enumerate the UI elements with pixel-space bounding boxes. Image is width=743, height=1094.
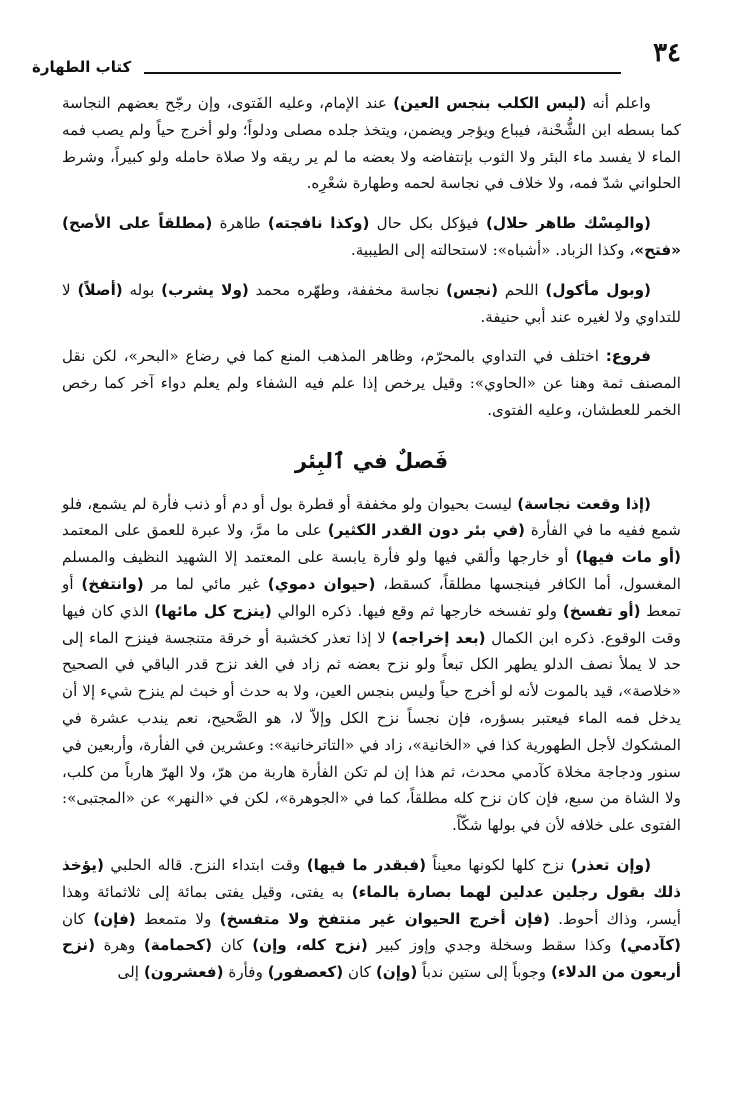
- text-run: عند الإمام، وعليه الفَتوى، وإن رجّح بعضهم النجاسة كما بسطه ابن الشُّحْنة، فيباع ويؤجر ويضمن، ويتخذ جلده مصلى ودلواً؛ ولو أخرج حياً ولم يصب فمه الماء لا يفسد ماء البئر ولا الثوب بإنتفاضه ولا بعضه ما لم ير ريقه ولا صلاة حامله ولو كبيراً، وشرط الحلواني شدّ فمه، ولا خلاف في نجاسة لحمه وطهارة شعْرِه.: [62, 94, 681, 193]
- page-number: ٣٤: [653, 38, 681, 68]
- page-body: [62, 90, 681, 986]
- text-run: ، وكذا الزباد. «أشباه»: لاستحالته إلى الطيبية.: [350, 240, 635, 259]
- bold-text-run: (مطلقاً على الأصح): [62, 214, 213, 233]
- bold-text-run: (ولا يشرب): [161, 280, 249, 299]
- text-run: به يفتى، وقيل يفتى بمائة إلى ثلاثمائة وهذا أيسر، وذاك أحوط.: [62, 882, 681, 928]
- bold-text-run: (ينزح كل مائها): [154, 601, 272, 620]
- paragraph: [62, 852, 681, 986]
- bold-text-run: (أو مات فيها): [575, 548, 681, 567]
- paragraph: [62, 343, 681, 423]
- bold-text-run: (نجس): [446, 280, 499, 299]
- paragraph: [62, 90, 681, 197]
- bold-text-run: «فتح»: [634, 240, 681, 259]
- text-run: وكذا سقط وسخلة وجدي وإوز كبير: [367, 936, 620, 955]
- bold-text-run: (كآدمي): [620, 936, 681, 955]
- text-run: فيؤكل بكل حال: [369, 214, 486, 233]
- text-run: أو تمعط: [62, 574, 682, 620]
- bold-text-run: (أو تفسخ): [562, 601, 641, 620]
- bold-text-run: (وبول مأكول): [545, 280, 651, 299]
- bold-text-run: (فإن): [93, 909, 136, 928]
- text-run: كان: [62, 909, 94, 928]
- text-run: على ما مرَّ، ولا عبرة للعمق على المعتمد: [62, 521, 328, 540]
- bold-text-run: (في بئر دون القدر الكثير): [327, 521, 525, 540]
- bold-text-run: (كحمامة): [143, 936, 213, 955]
- text-run: اختلف في التداوي بالمحرّم، وظاهر المذهب المنع كما في رضاع «البحر»، لكن نقل المصنف ثمة وهنا عن «الحاوي»: وقيل يرخص إذا علم فيه الشفاء ولم يعلم دواء آخر كما رخص الخمر للعطشان، وعليه الفتوى.: [62, 347, 681, 419]
- text-run: وهرة: [95, 936, 144, 955]
- bold-text-run: (فبقدر ما فيها): [306, 855, 427, 874]
- bold-text-run: (نزح أربعون من الدلاء): [62, 936, 681, 982]
- header-rule: [144, 72, 621, 74]
- book-title: كتاب الطهارة: [32, 58, 132, 76]
- text-run: واعلم أنه: [586, 94, 651, 112]
- bold-text-run: (بعد إخراجه): [391, 628, 486, 647]
- text-run: ولا متمعط: [135, 909, 220, 928]
- bold-text-run: فروع:: [605, 347, 651, 366]
- text-run: ولو تفسخه خارجها ثم وقع فيها. ذكره الوالي: [271, 601, 563, 620]
- text-run: أو خارجها وألقي فيها ولو فأرة يابسة على المعتمد إلا الشهيد النظيف والمسلم المغسول، أما الكافر فينجسها مطلقاً، كسقط،: [62, 548, 681, 593]
- text-run: نجاسة مخففة، وطهّره محمد: [248, 280, 447, 299]
- text-run: وقت ابتداء النزح. قاله الحلبي: [103, 855, 307, 874]
- bold-text-run: (فإن أخرج الحيوان غير منتفخ ولا متفسخ): [219, 909, 550, 928]
- bold-text-run: (وإن تعذر): [570, 855, 652, 874]
- text-run: بوله: [122, 280, 162, 299]
- bold-text-run: (وكذا نافجته): [267, 214, 370, 233]
- bold-text-run: (فعشرون): [143, 963, 224, 982]
- text-run: لا للتداوي ولا لغيره عند أبي حنيفة.: [62, 280, 681, 326]
- text-run: ليست بحيوان ولو مخففة أو قطرة بول أو دم أو ذنب فأرة لم يشمع، فلو شمع ففيه ما في الفأرة: [62, 494, 681, 540]
- bold-text-run: (نزح كله، وإن): [252, 936, 368, 955]
- text-run: لا إذا تعذر كخشبة أو خرقة متنجسة فينزح الماء إلى حد لا يملأ نصف الدلو يطهر الكل تبعاً ولو نزح بعضه ثم زاد في الغد نزح قدر الباقي في الصحيح «خلاصة»، قيد بالموت لأنه لو أخرج حياً وليس بنجس العين، ولا به حدث أو خبث لم ينزح شيء إلا أن يدخل فمه الماء فيعتبر بسؤره، فإن نجساً نزح الكل وإلاّ لا، هو الصَّحيح، نعم يندب عشرة في المشكوك لأجل الطهورية كذا في «الخانية»، زاد في «التاترخانية»: وعشرين في الفأرة، وأربعين في سنور ودجاجة مخلاة كآدمي محدث، ثم هذا إن لم تكن الفأرة هاربة من هرّ، ولا الهرّ هارباً من كلب، ولا الشاة من سبع، فإن كان نزح كله مطلقاً، كما في «الجوهرة»، لكن في «النهر» عن «المجتبى»: الفتوى على خلافه لأن في بولها شكّاً.: [62, 628, 681, 835]
- text-run: كان: [343, 963, 376, 982]
- bold-text-run: (أصلاً): [77, 280, 123, 299]
- page-header: [32, 38, 681, 78]
- bold-text-run: (ليس الكلب بنجس العين): [393, 94, 587, 112]
- text-run: الذي كان فيها وقت الوقوع. ذكره ابن الكمال: [62, 601, 681, 647]
- paragraph: [62, 277, 681, 331]
- bold-text-run: (يؤخذ ذلك بقول رجلين عدلين لهما بصارة بالماء): [62, 855, 681, 901]
- bold-text-run: (كعصفور): [267, 963, 344, 982]
- paragraph: [62, 210, 681, 264]
- section-title: فَصلٌ في ٱلبِئر: [294, 448, 449, 473]
- text-run: وفأرة: [223, 963, 268, 982]
- text-run: كان: [212, 936, 253, 955]
- bold-text-run: (والمِسْك طاهر حلال): [485, 214, 651, 233]
- text-run: إلى: [117, 963, 144, 982]
- bold-text-run: (وانتفخ): [81, 574, 144, 593]
- text-run: غير مائي لما مر: [143, 574, 268, 593]
- text-run: نزح كلها لكونها معيناً: [426, 855, 571, 874]
- text-run: اللحم: [498, 280, 546, 299]
- text-run: وجوباً إلى ستين ندباً: [417, 963, 551, 982]
- bold-text-run: (حيوان دموي): [267, 574, 376, 593]
- bold-text-run: (إذا وقعت نجاسة): [517, 494, 651, 513]
- bold-text-run: (وإن): [375, 963, 418, 982]
- text-run: طاهرة: [212, 214, 268, 233]
- paragraph: [62, 491, 681, 839]
